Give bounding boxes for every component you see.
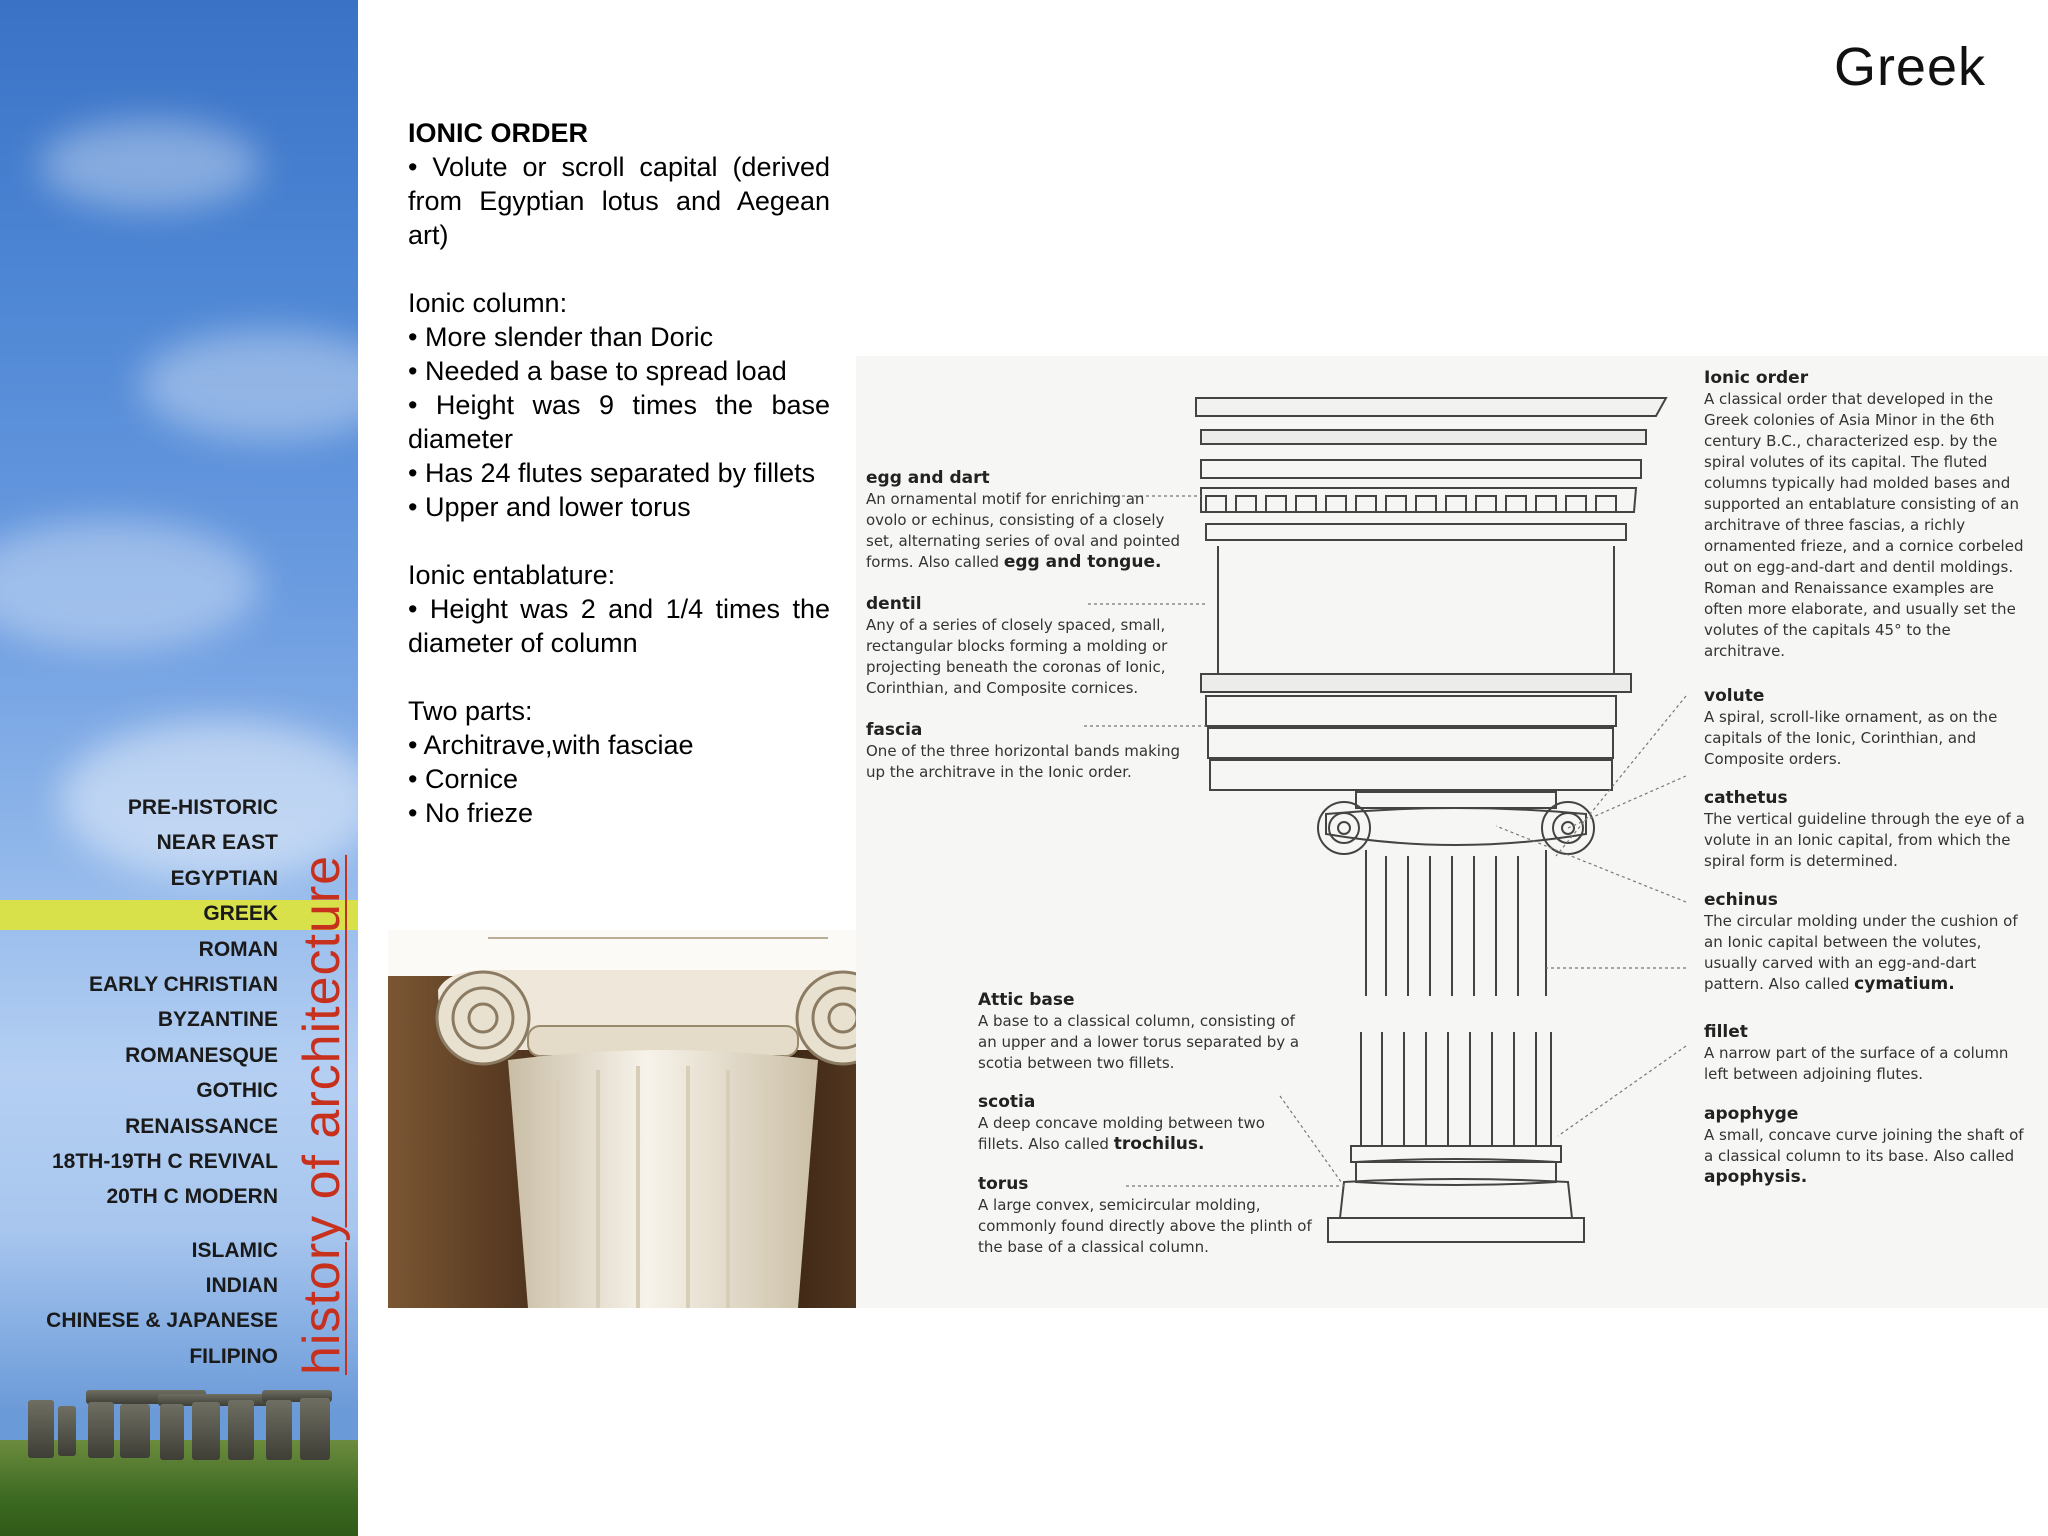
section-heading: IONIC ORDER [408, 118, 589, 148]
label-fascia: fascia One of the three horizontal bands making up the architrave in the Ionic order. [866, 720, 1180, 781]
column-point: • Upper and lower torus [408, 492, 691, 522]
parts-point: • No frieze [408, 798, 533, 828]
page-title: Greek [1833, 37, 1986, 97]
nav-item-near-east[interactable]: NEAR EAST [156, 831, 278, 855]
parts-point: • Cornice [408, 764, 518, 794]
column-point: • Has 24 flutes separated by fillets [408, 458, 816, 488]
nav-item-indian[interactable]: INDIAN [205, 1274, 278, 1298]
nav-item-gothic[interactable]: GOTHIC [196, 1079, 278, 1103]
nav-item-pre-historic[interactable]: PRE-HISTORIC [127, 796, 278, 819]
ionic-order-diagram [856, 356, 2048, 1308]
label-torus: torus A large convex, semicircular molding, commonly found directly above the plinth of the base of a classical column. [978, 1174, 1312, 1256]
parts-point: • Architrave,with fasciae [408, 730, 694, 760]
nav-item-revival[interactable]: 18TH-19TH C REVIVAL [52, 1149, 278, 1173]
label-apophyge: apophyge A small, concave curve joining the shaft of a classical column to its base. Also called apophysis. [1704, 1104, 2024, 1187]
label-cathetus: cathetus The vertical guideline through the eye of a volute in an Ionic capital, from which the spiral form is determined. [1704, 788, 2025, 870]
nav-item-byzantine[interactable]: BYZANTINE [157, 1008, 278, 1032]
section-nav [0, 790, 280, 1374]
nav-item-renaissance[interactable]: RENAISSANCE [125, 1114, 278, 1138]
label-attic-base: Attic base A base to a classical column, consisting of an upper and a lower torus separated by a scotia between two fillets. [978, 990, 1300, 1072]
nav-item-chinese-japanese[interactable]: CHINESE & JAPANESE [46, 1309, 278, 1333]
label-fillet: fillet A narrow part of the surface of a column left between adjoining flutes. [1704, 1022, 2009, 1083]
column-point: • More slender than Doric [408, 322, 714, 352]
nav-item-roman[interactable]: ROMAN [198, 937, 278, 961]
label-egg-and-dart: egg and dart An ornamental motif for enriching an ovolo or echinus, consisting of a closely set, alternating series of oval and pointed forms. Also called egg and tongue. [866, 468, 1180, 572]
entablature-point: • Height was 2 and 1/4 times the diameter of column [408, 594, 830, 658]
nav-item-egyptian[interactable]: EGYPTIAN [170, 866, 278, 890]
sidebar [0, 0, 358, 1536]
intro-point: • Volute or scroll capital (derived from Egyptian lotus and Aegean art) [408, 152, 830, 250]
nav-item-modern[interactable]: 20TH C MODERN [106, 1185, 278, 1209]
label-dentil: dentil Any of a series of closely spaced, small, rectangular blocks forming a molding or projecting beneath the coronas of Ionic, Corinthian, and Composite cornices. [866, 594, 1168, 697]
nav-item-filipino[interactable]: FILIPINO [189, 1344, 278, 1368]
nav-item-greek[interactable]: GREEK [203, 902, 278, 926]
brand-title: history of architecture [293, 854, 351, 1375]
nav-item-romanesque[interactable]: ROMANESQUE [125, 1043, 278, 1067]
label-ionic-order: Ionic order A classical order that developed in the Greek colonies of Asia Minor in the 6th century B.C., characterized esp. by the spiral volutes of its capital. The fluted columns typically had molded bases and supported an entablature consisting of an architrave of three fascias, a richly ornamented frieze, and a cornice corbeled out on egg-and-dart and dentil moldings. Roman and Renaissance examples are often more elaborate, and usually set the volutes of the capitals 45° to the architrave. [1704, 368, 2024, 660]
label-echinus: echinus The circular molding under the cushion of an Ionic capital between the volutes, usually carved with an egg-and-dart pattern. Also called cymatium. [1704, 890, 2018, 994]
column-point: • Height was 9 times the base diameter [408, 390, 830, 454]
stonehenge-image [0, 1440, 358, 1536]
label-volute: volute A spiral, scroll-like ornament, as on the capitals of the Ionic, Corinthian, and Composite orders. [1704, 686, 1998, 768]
label-scotia: scotia A deep concave molding between two fillets. Also called trochilus. [978, 1092, 1265, 1154]
nav-item-islamic[interactable]: ISLAMIC [191, 1238, 278, 1262]
parts-heading: Two parts: [408, 696, 533, 726]
nav-item-early-christian[interactable]: EARLY CHRISTIAN [88, 972, 278, 996]
body-text [408, 116, 830, 830]
column-heading: Ionic column: [408, 288, 568, 318]
entablature-heading: Ionic entablature: [408, 560, 616, 590]
column-point: • Needed a base to spread load [408, 356, 787, 386]
